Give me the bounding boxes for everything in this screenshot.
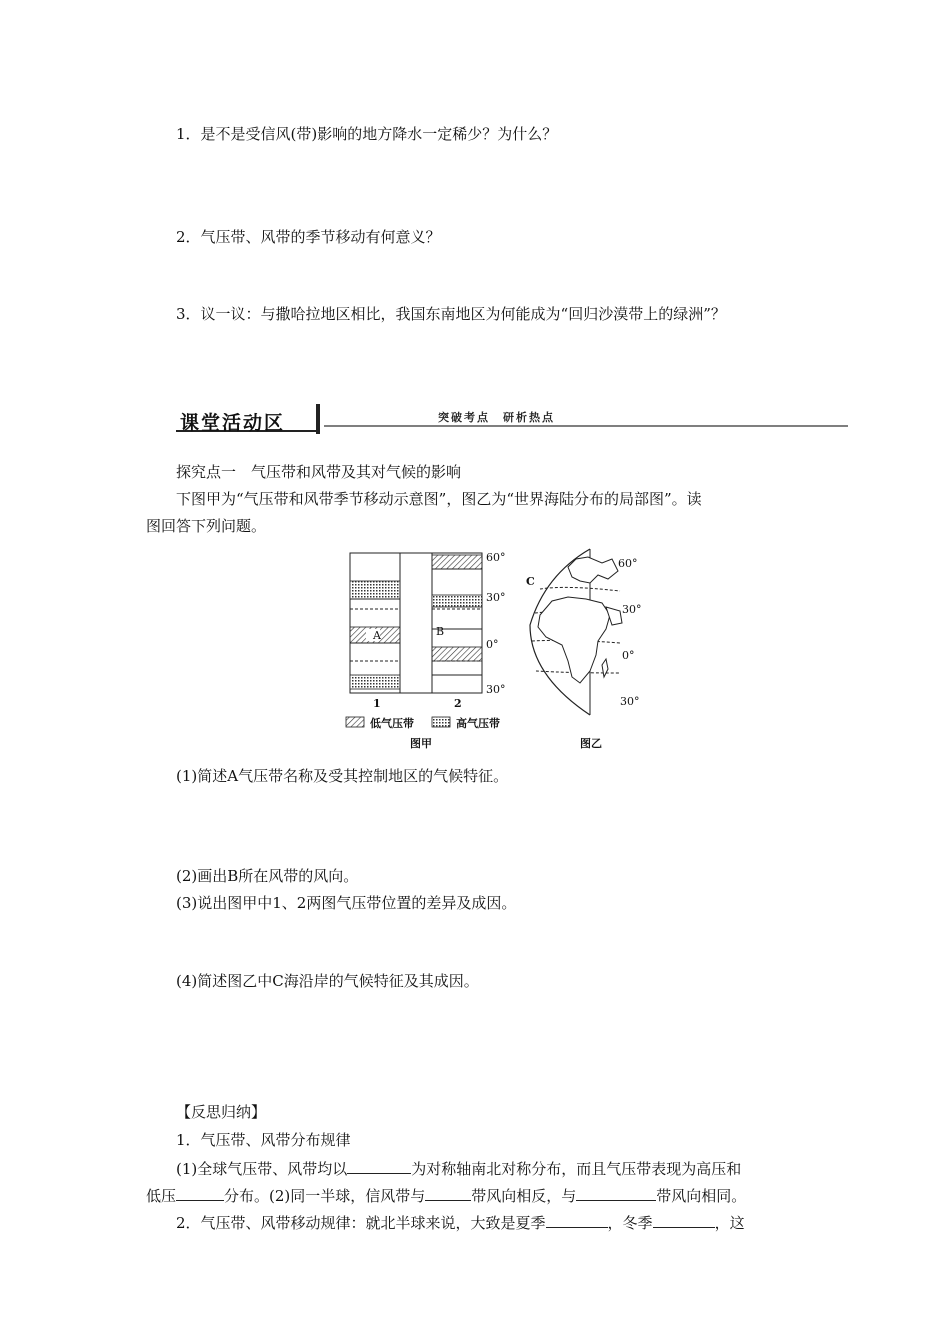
summary-text: 为对称轴南北对称分布，而且气压带表现为高压和 [411,1160,742,1178]
legend-high-label: 高气压带 [456,717,500,730]
pressure-chart-1 [350,553,400,693]
label-b: B [436,625,445,638]
legend-low-swatch [346,717,364,727]
fill-blank[interactable] [347,1158,411,1174]
lat-right-30: 30° [622,603,642,616]
summary-text: 带风向相反，与 [471,1187,577,1205]
sub-question-1: (1)简述A气压带名称及受其控制地区的气候特征。 [176,767,509,785]
col-label-2: 2 [454,697,462,710]
sub-question-4: (4)简述图乙中C海沿岸的气候特征及其成因。 [176,972,479,990]
sub-question-2: (2)画出B所在风带的风向。 [176,867,359,885]
world-map-fragment [530,549,622,715]
summary-text: (1)全球气压带、风带均以 [176,1160,348,1178]
col-label-1: 1 [373,697,381,710]
lat-left-0: 0° [486,638,499,651]
fill-blank[interactable] [425,1185,471,1201]
sub-question-3: (3)说出图甲中1、2两图气压带位置的差异及成因。 [176,894,517,912]
fill-blank[interactable] [546,1212,608,1228]
fill-blank[interactable] [653,1212,715,1228]
summary-text: 分布。(2)同一半球，信风带与 [224,1187,426,1205]
summary-line-1 [176,1158,741,1179]
high-pressure-band [350,581,400,599]
figure [340,545,650,755]
lat-right-30s: 30° [620,695,640,708]
summary-line-3 [176,1212,745,1233]
low-pressure-band [432,555,482,569]
fill-blank[interactable] [176,1185,224,1201]
section-subtitle: 突破考点 研析热点 [438,411,555,424]
caption-jia: 图甲 [410,737,432,750]
pressure-chart-2 [432,553,482,693]
explore-intro-1: 下图甲为“气压带和风带季节移动示意图”，图乙为“世界海陆分布的局部图”。读 [176,490,702,508]
explore-heading: 探究点一 气压带和风带及其对气候的影响 [176,463,462,481]
chart-divider [400,553,432,693]
lat-left-30s: 30° [486,683,506,696]
question-3: 3．议一议：与撒哈拉地区相比，我国东南地区为何能成为“回归沙漠带上的绿洲”？ [176,305,726,323]
summary-text: ，这 [714,1214,745,1232]
low-pressure-band [432,647,482,661]
summary-line-2 [146,1185,746,1206]
lat-left-60: 60° [486,551,506,564]
lat-right-0: 0° [622,649,635,662]
label-c: C [526,575,535,588]
summary-item-1-title: 1．气压带、风带分布规律 [176,1131,351,1149]
summary-heading: 【反思归纳】 [176,1103,267,1121]
legend-low-label: 低气压带 [370,717,414,730]
summary-text: 低压 [146,1187,177,1205]
section-title: 课堂活动区 [180,412,286,434]
summary-text: 带风向相同。 [656,1187,747,1205]
explore-intro-2: 图回答下列问题。 [146,517,267,535]
lat-right-60: 60° [618,557,638,570]
label-a: A [373,629,381,642]
high-pressure-band [350,675,400,689]
section-banner [176,402,848,436]
lat-left-30: 30° [486,591,506,604]
question-1: 1．是不是受信风(带)影响的地方降水一定稀少？为什么？ [176,125,558,143]
summary-text: ，冬季 [607,1214,653,1232]
high-pressure-band [432,595,482,607]
caption-yi: 图乙 [580,737,602,750]
fill-blank[interactable] [576,1185,656,1201]
question-2: 2．气压带、风带的季节移动有何意义？ [176,228,441,246]
summary-text: 2．气压带、风带移动规律：就北半球来说，大致是夏季 [176,1214,546,1232]
legend-high-swatch [432,717,450,727]
figure-svg [340,545,650,755]
